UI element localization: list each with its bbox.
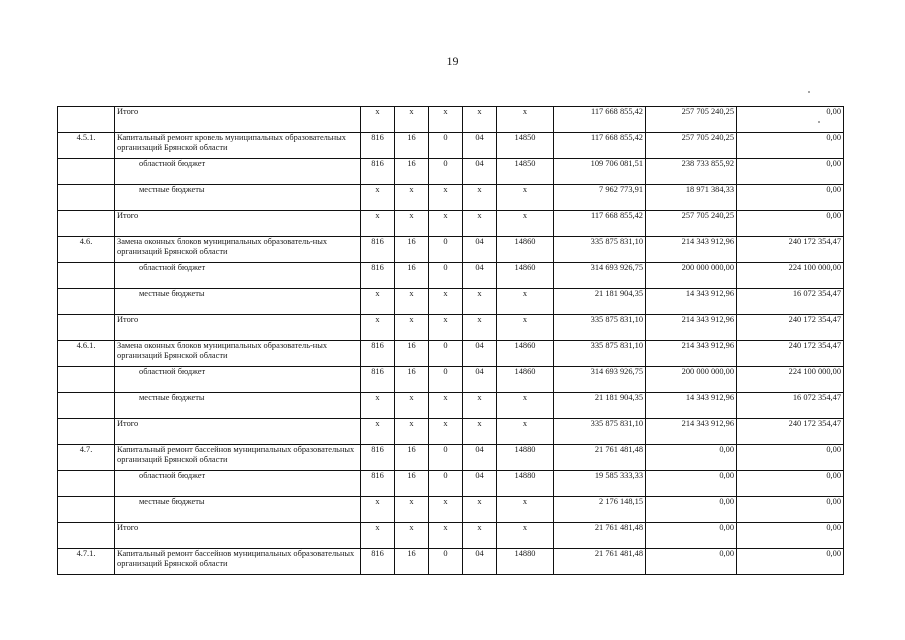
row-number-cell: [58, 419, 115, 445]
code-cell: 16: [395, 549, 429, 575]
code-cell: x: [429, 211, 463, 237]
table-row: [58, 497, 844, 523]
row-number-cell: [58, 523, 115, 549]
code-cell: x: [429, 185, 463, 211]
row-number-cell: 4.7.1.: [58, 549, 115, 575]
description-cell: Капитальный ремонт бассейнов муниципальных образовательных организаций Брянской области: [115, 445, 361, 471]
code-cell: 16: [395, 471, 429, 497]
code-cell: x: [395, 107, 429, 133]
code-cell: x: [395, 419, 429, 445]
code-cell: 14860: [497, 237, 554, 263]
row-number-cell: 4.6.: [58, 237, 115, 263]
code-cell: 816: [361, 367, 395, 393]
row-number-cell: [58, 497, 115, 523]
amount-cell: 7 962 773,91: [554, 185, 646, 211]
amount-cell: 21 181 904,35: [554, 393, 646, 419]
code-cell: x: [361, 315, 395, 341]
description-cell: Итого: [115, 211, 361, 237]
code-cell: 16: [395, 159, 429, 185]
code-cell: 04: [463, 471, 497, 497]
code-cell: 816: [361, 133, 395, 159]
code-cell: x: [395, 497, 429, 523]
row-number-cell: 4.7.: [58, 445, 115, 471]
code-cell: 0: [429, 237, 463, 263]
code-cell: x: [463, 289, 497, 315]
code-cell: x: [463, 497, 497, 523]
description-cell: Итого: [115, 523, 361, 549]
description-cell: Итого: [115, 107, 361, 133]
amount-cell: 257 705 240,25: [646, 211, 737, 237]
row-number-cell: 4.5.1.: [58, 133, 115, 159]
code-cell: 0: [429, 341, 463, 367]
code-cell: 816: [361, 237, 395, 263]
amount-cell: 200 000 000,00: [646, 263, 737, 289]
code-cell: x: [395, 185, 429, 211]
row-number-cell: [58, 289, 115, 315]
code-cell: 0: [429, 133, 463, 159]
amount-cell: 0,00: [646, 471, 737, 497]
scan-speck: [818, 121, 820, 123]
description-cell: местные бюджеты: [115, 185, 361, 211]
code-cell: x: [463, 107, 497, 133]
code-cell: x: [463, 393, 497, 419]
code-cell: 14860: [497, 367, 554, 393]
amount-cell: 214 343 912,96: [646, 419, 737, 445]
amount-cell: 335 875 831,10: [554, 315, 646, 341]
code-cell: x: [395, 393, 429, 419]
code-cell: 14850: [497, 159, 554, 185]
code-cell: x: [497, 107, 554, 133]
table-row: [58, 211, 844, 237]
row-number-cell: 4.6.1.: [58, 341, 115, 367]
table-row: [58, 549, 844, 575]
amount-cell: 240 172 354,47: [737, 237, 844, 263]
description-cell: Капитальный ремонт кровель муниципальных образовательных организаций Брянской области: [115, 133, 361, 159]
code-cell: x: [497, 185, 554, 211]
code-cell: 14880: [497, 471, 554, 497]
amount-cell: 238 733 855,92: [646, 159, 737, 185]
code-cell: x: [429, 393, 463, 419]
code-cell: x: [395, 211, 429, 237]
code-cell: 0: [429, 471, 463, 497]
amount-cell: 0,00: [737, 133, 844, 159]
amount-cell: 0,00: [737, 211, 844, 237]
code-cell: x: [429, 497, 463, 523]
description-cell: областной бюджет: [115, 367, 361, 393]
row-number-cell: [58, 107, 115, 133]
description-cell: Итого: [115, 419, 361, 445]
code-cell: x: [497, 315, 554, 341]
code-cell: x: [429, 315, 463, 341]
amount-cell: 0,00: [737, 445, 844, 471]
table-row: [58, 445, 844, 471]
amount-cell: 214 343 912,96: [646, 237, 737, 263]
code-cell: x: [497, 523, 554, 549]
amount-cell: 0,00: [737, 107, 844, 133]
scan-speck: [808, 91, 810, 93]
amount-cell: 257 705 240,25: [646, 133, 737, 159]
amount-cell: 0,00: [646, 523, 737, 549]
row-number-cell: [58, 393, 115, 419]
code-cell: 816: [361, 445, 395, 471]
code-cell: 04: [463, 159, 497, 185]
description-cell: Замена оконных блоков муниципальных образователь-ных организаций Брянской области: [115, 341, 361, 367]
amount-cell: 2 176 148,15: [554, 497, 646, 523]
code-cell: x: [429, 523, 463, 549]
table-row: [58, 289, 844, 315]
code-cell: 14880: [497, 445, 554, 471]
code-cell: 816: [361, 159, 395, 185]
amount-cell: 0,00: [737, 159, 844, 185]
code-cell: x: [361, 497, 395, 523]
code-cell: x: [497, 419, 554, 445]
amount-cell: 224 100 000,00: [737, 367, 844, 393]
code-cell: x: [361, 107, 395, 133]
amount-cell: 240 172 354,47: [737, 341, 844, 367]
code-cell: 816: [361, 263, 395, 289]
description-cell: местные бюджеты: [115, 289, 361, 315]
amount-cell: 16 072 354,47: [737, 393, 844, 419]
table-body: [58, 107, 844, 575]
amount-cell: 257 705 240,25: [646, 107, 737, 133]
code-cell: 16: [395, 237, 429, 263]
amount-cell: 14 343 912,96: [646, 393, 737, 419]
code-cell: x: [463, 315, 497, 341]
table-row: [58, 315, 844, 341]
code-cell: x: [429, 289, 463, 315]
budget-table: [57, 106, 844, 575]
code-cell: 0: [429, 263, 463, 289]
code-cell: 16: [395, 341, 429, 367]
row-number-cell: [58, 185, 115, 211]
code-cell: x: [497, 393, 554, 419]
table-row: [58, 393, 844, 419]
description-cell: местные бюджеты: [115, 497, 361, 523]
amount-cell: 0,00: [737, 549, 844, 575]
code-cell: 14860: [497, 341, 554, 367]
amount-cell: 240 172 354,47: [737, 315, 844, 341]
amount-cell: 21 181 904,35: [554, 289, 646, 315]
table-row: [58, 237, 844, 263]
amount-cell: 0,00: [646, 497, 737, 523]
description-cell: областной бюджет: [115, 471, 361, 497]
amount-cell: 19 585 333,33: [554, 471, 646, 497]
code-cell: x: [361, 289, 395, 315]
code-cell: 16: [395, 367, 429, 393]
amount-cell: 21 761 481,48: [554, 523, 646, 549]
amount-cell: 214 343 912,96: [646, 341, 737, 367]
code-cell: x: [497, 497, 554, 523]
table-row: [58, 107, 844, 133]
amount-cell: 0,00: [737, 185, 844, 211]
code-cell: 04: [463, 133, 497, 159]
code-cell: 816: [361, 341, 395, 367]
code-cell: 816: [361, 549, 395, 575]
code-cell: 16: [395, 445, 429, 471]
description-cell: Замена оконных блоков муниципальных образователь-ных организаций Брянской области: [115, 237, 361, 263]
code-cell: 04: [463, 549, 497, 575]
description-cell: областной бюджет: [115, 159, 361, 185]
code-cell: 816: [361, 471, 395, 497]
code-cell: x: [463, 419, 497, 445]
amount-cell: 314 693 926,75: [554, 367, 646, 393]
amount-cell: 335 875 831,10: [554, 419, 646, 445]
amount-cell: 18 971 384,33: [646, 185, 737, 211]
table-row: [58, 263, 844, 289]
row-number-cell: [58, 159, 115, 185]
amount-cell: 214 343 912,96: [646, 315, 737, 341]
code-cell: x: [429, 107, 463, 133]
row-number-cell: [58, 471, 115, 497]
table-row: [58, 159, 844, 185]
table-row: [58, 133, 844, 159]
amount-cell: 0,00: [737, 523, 844, 549]
amount-cell: 109 706 081,51: [554, 159, 646, 185]
description-cell: Капитальный ремонт бассейнов муниципальных образовательных организаций Брянской области: [115, 549, 361, 575]
code-cell: 0: [429, 549, 463, 575]
code-cell: 0: [429, 367, 463, 393]
row-number-cell: [58, 315, 115, 341]
amount-cell: 0,00: [737, 471, 844, 497]
description-cell: областной бюджет: [115, 263, 361, 289]
code-cell: x: [395, 315, 429, 341]
row-number-cell: [58, 211, 115, 237]
description-cell: Итого: [115, 315, 361, 341]
amount-cell: 335 875 831,10: [554, 237, 646, 263]
amount-cell: 21 761 481,48: [554, 445, 646, 471]
table-row: [58, 185, 844, 211]
table-row: [58, 523, 844, 549]
code-cell: x: [361, 419, 395, 445]
row-number-cell: [58, 263, 115, 289]
page-number: 19: [446, 54, 459, 68]
amount-cell: 0,00: [646, 549, 737, 575]
amount-cell: 240 172 354,47: [737, 419, 844, 445]
code-cell: 04: [463, 367, 497, 393]
code-cell: x: [361, 185, 395, 211]
code-cell: 04: [463, 237, 497, 263]
amount-cell: 0,00: [646, 445, 737, 471]
code-cell: x: [463, 185, 497, 211]
code-cell: x: [361, 211, 395, 237]
amount-cell: 200 000 000,00: [646, 367, 737, 393]
amount-cell: 21 761 481,48: [554, 549, 646, 575]
code-cell: x: [429, 419, 463, 445]
code-cell: x: [361, 393, 395, 419]
code-cell: 04: [463, 341, 497, 367]
code-cell: 16: [395, 133, 429, 159]
code-cell: 0: [429, 159, 463, 185]
code-cell: 0: [429, 445, 463, 471]
table-row: [58, 367, 844, 393]
amount-cell: 117 668 855,42: [554, 133, 646, 159]
code-cell: x: [395, 523, 429, 549]
amount-cell: 314 693 926,75: [554, 263, 646, 289]
code-cell: x: [361, 523, 395, 549]
code-cell: 16: [395, 263, 429, 289]
code-cell: 04: [463, 445, 497, 471]
code-cell: 14850: [497, 133, 554, 159]
code-cell: 04: [463, 263, 497, 289]
code-cell: 14860: [497, 263, 554, 289]
code-cell: x: [463, 523, 497, 549]
table-row: [58, 419, 844, 445]
amount-cell: 224 100 000,00: [737, 263, 844, 289]
code-cell: 14880: [497, 549, 554, 575]
amount-cell: 117 668 855,42: [554, 107, 646, 133]
amount-cell: 14 343 912,96: [646, 289, 737, 315]
code-cell: x: [463, 211, 497, 237]
row-number-cell: [58, 367, 115, 393]
amount-cell: 0,00: [737, 497, 844, 523]
code-cell: x: [497, 211, 554, 237]
amount-cell: 16 072 354,47: [737, 289, 844, 315]
code-cell: x: [395, 289, 429, 315]
amount-cell: 117 668 855,42: [554, 211, 646, 237]
amount-cell: 335 875 831,10: [554, 341, 646, 367]
description-cell: местные бюджеты: [115, 393, 361, 419]
table-row: [58, 341, 844, 367]
code-cell: x: [497, 289, 554, 315]
table-row: [58, 471, 844, 497]
